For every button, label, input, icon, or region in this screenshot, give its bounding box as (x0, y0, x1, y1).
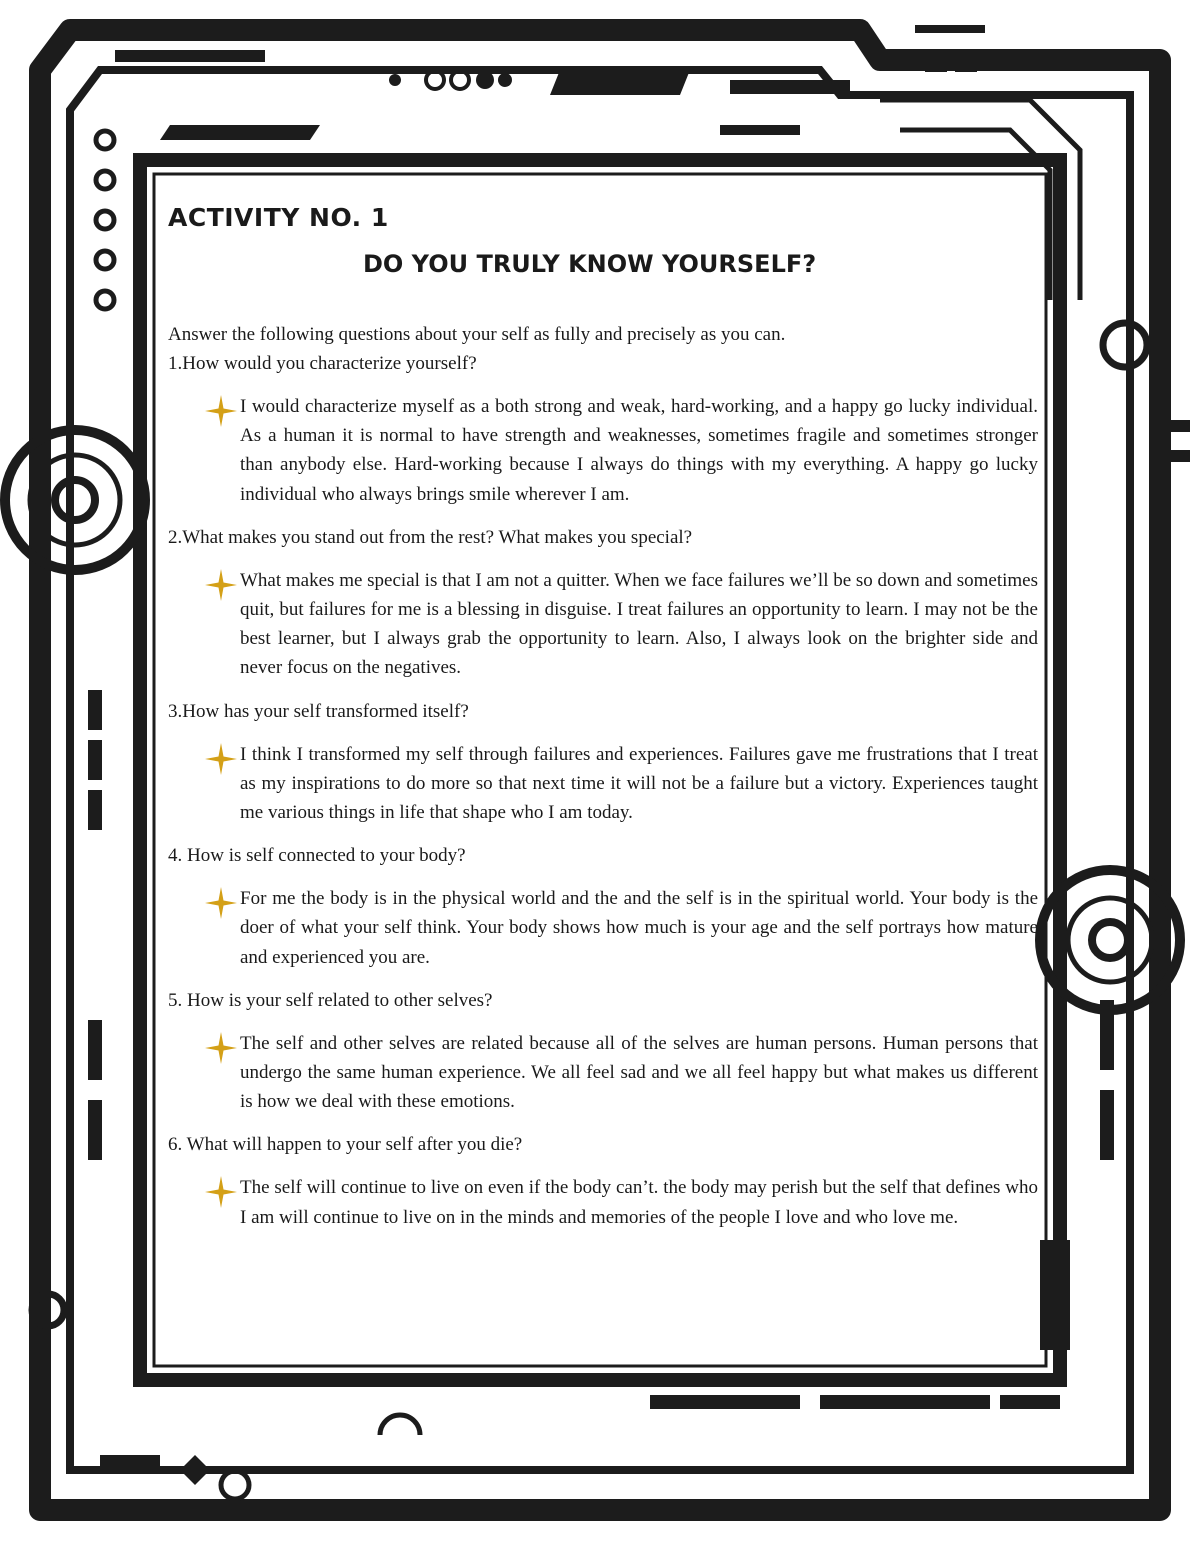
instructions: Answer the following questions about your self as fully and precisely as you can. (168, 324, 786, 345)
answer-1 (240, 392, 1038, 509)
answer-text: What makes me special is that I am not a quitter. When we face failures we’ll be so down and sometimes quit, but failures for me is a blessing in disguise. I treat failures an opportunity to learn. I may not be the best learner, but I always grab the opportunity to learn. Also, I always look on the brighter side and never focus on the negatives. (240, 569, 1038, 679)
worksheet-content (168, 200, 1038, 1232)
activity-title: ACTIVITY NO. 1 (168, 203, 389, 232)
answer-text: The self will continue to live on even if the body can’t. the body may perish but the self that defines who I am will continue to live on in the minds and memories of the people I love and who love me. (240, 1177, 1038, 1228)
four-point-star-icon (204, 742, 238, 776)
four-point-star-icon (204, 1175, 238, 1209)
answer-text: I think I transformed my self through failures and experiences. Failures gave me frustrations that I treat as my inspirations to do more so that next time it will not be a failure but a victory. Experiences taught me various things in life that shape who I am today. (240, 743, 1038, 824)
four-point-star-icon (204, 394, 238, 428)
activity-subtitle: DO YOU TRULY KNOW YOURSELF? (363, 250, 817, 278)
question-list (168, 349, 1038, 1232)
four-point-star-icon (204, 886, 238, 920)
answer-text: The self and other selves are related because all of the selves are human persons. Human persons that undergo the same human experience. We all feel sad and we all feel happy but what makes us different is how we deal with these emotions. (240, 1032, 1038, 1113)
answer-text: I would characterize myself as a both strong and weak, hard-working, and a happy go lucky individual. As a human it is normal to have strength and weaknesses, sometimes fragile and sometimes stronger than anybody else. Hard-working because I always do things with my everything. A happy go lucky individual who always brings smile wherever I am. (240, 396, 1038, 505)
question-2: 2.What makes you stand out from the rest? What makes you special? (168, 526, 693, 548)
four-point-star-icon (204, 568, 238, 602)
four-point-star-icon (204, 1031, 238, 1065)
question-1: 1.How would you characterize yourself? (168, 353, 477, 374)
question-3: 3.How has your self transformed itself? (168, 700, 469, 722)
question-6: 6. What will happen to your self after you die? (168, 1134, 523, 1156)
question-4: 4. How is self connected to your body? (168, 845, 466, 867)
answer-3 (240, 740, 1038, 828)
question-5: 5. How is your self related to other selves? (168, 989, 493, 1011)
answer-2 (240, 566, 1038, 683)
answer-4 (240, 884, 1038, 972)
answer-6 (240, 1173, 1038, 1231)
answer-5 (240, 1029, 1038, 1117)
answer-text: For me the body is in the physical world and the and the self is in the spiritual world. Your body is the doer of what your self think. Your body shows how much is your age and the self portrays how mature and experienced you are. (240, 888, 1038, 968)
